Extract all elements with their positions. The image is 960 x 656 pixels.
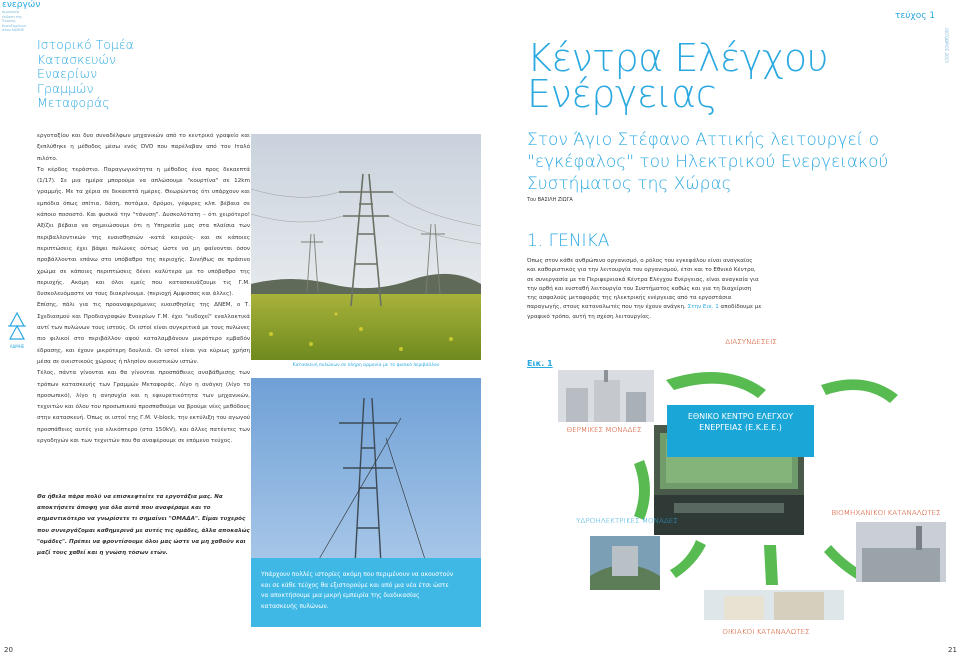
article-author: Του ΒΑΣΙΛΗ ΖΙΩΓΑ bbox=[527, 197, 573, 203]
paragraph: εργοταξίου και δυο συναδέλφων μηχανικών από το κεντρικό γραφείο και ξεπλύθηκε η μέθοδος μέσω ενός DVD που παρέλαβαν από τον Ιταλό πιλότο. bbox=[37, 133, 250, 162]
section-title: Ιστορικό Τομέα Κατασκευών Εναερίων Γραμμών Μεταφοράς bbox=[37, 37, 134, 110]
intro-paragraph bbox=[527, 257, 762, 322]
admie-logo-icon bbox=[6, 312, 28, 340]
national-control-center-box bbox=[667, 405, 814, 457]
pylon-field-photo bbox=[251, 134, 481, 360]
industrial-image bbox=[856, 522, 946, 582]
article-title: Κέντρα Ελέγχου Ενέργειας bbox=[527, 36, 829, 116]
node-thermal: ΘΕΡΜΙΚΕΣ ΜΟΝΑΔΕΣ bbox=[566, 425, 642, 434]
hydro-plant-image bbox=[590, 536, 660, 590]
page-number-right: 21 bbox=[948, 646, 957, 654]
paragraph: Το κέρδος τεράστιο. Παραγωγικότητα η μέθοδος ένα προς δεκαεπτά (1/17). Σε μια ημέρα μπορούμε να απλώσουμε "κουρτίνα" σε 12km γραμμής. Με τα χέρια σε δεκαεπτά ημέρες. Θεωρώντας ότι υπάρχουν και εμπόδια όπως σπίτια, δάση, ποτάμια, δρόμοι, γέφυρες κλπ. βέβαια σε κάποιο ποσοστό. Και φυσικά την "τάνυση". Δυσκολότατη – ότι χειρότερο! Αξίζει βέβαια να σημειώσουμε ότι η Υπηρεσία μας στα πλαίσια των περιβαλλοντικών της ευαισθησιών -κατά καιρούς- και σε κάποιες περιπτώσεις έχει βάψει πυλώνες ούτως ώστε να μη φαίνονται όσον προβάλλονται επάνω στο υπόβαθρο της περιοχής. Συνήθως σε πράσινο χρώμα σε κάποιες περιπτώσεις δένει καλύτερα με το υπόβαθρο της περιοχής. Ακόμη και όλοι εμείς που κατασκευάζουμε τις Γ.Μ. δυσκολευόμαστε να τους διακρίνουμε. (περιοχή Αμφισσας και άλλες). bbox=[37, 166, 250, 298]
intro-text-end: αποδίδουμε με γραφικό τρόπο, αυτή τη σχέση λειτουργίας. bbox=[527, 304, 762, 320]
article-body-left bbox=[37, 131, 250, 447]
figure-label: Εικ. 1 bbox=[527, 359, 553, 368]
node-household: ΟΙΚΙΑΚΟΙ ΚΑΤΑΝΑΛΩΤΕΣ bbox=[722, 627, 810, 636]
thermal-plant-image bbox=[558, 370, 654, 422]
paragraph: Επίσης, πάλι για τις προαναφερόμενες ευαισθησίες της ΔΝΕΜ, ο Τ. Σχεδιασμού και Προδιαγραφών Εναερίων Γ.Μ. έχει "ευδοχεί" εναλλακτικά αντί των πυλώνων τους ιστούς. Οι ιστοί είναι συγκριτικά με τους πυλώνες πιο φιλικοί στο περιβάλλον αφού καταλαμβάνουν μικρότερο εμβαδόν έδρασης, και έχουν μικρότερη δουλειά. Οι ιστοί είναι για κύριως χρήση μέσα σε οικιστικούς χώρους ή πλησίον οικιστικών ιστών. bbox=[37, 302, 250, 365]
household-image bbox=[704, 590, 844, 620]
info-box-text: Υπάρχουν πολλές ιστορίες ακόμη που περιμένουν να ακουστούν και σε κάθε τεύχος θα εξιστορούμε και από μια νέα έτσι ώστε να αποκτήσουμε μια μικρή εμπειρία της διαδικασίας κατασκευής πυλώνων. bbox=[261, 571, 454, 611]
closing-note: Θα ήθελα πάρα πολύ να επισκεφτείτε τα εργοτάξια μας. Να αποκτήσετε άποψη για όλα αυτά που αναφέραμε και το σημαντικότερο να γνωρίσετε τι σημαίνει "ΟΜΑΔΑ". Είμαι τυχερός που συνεργάζομαι καθημερινά με αυτές τις ομάδες, άλλα αποκαλώς "ομάδες". Πρέπει να φροντίσουμε όλοι μας ώστε να μη χαθούν και μαζί τους χαθεί και η γνώση τόσων ετών. bbox=[37, 494, 250, 557]
figure-link[interactable]: Στην Εικ. 1 bbox=[687, 304, 719, 311]
photo-caption-top: Κατασκευή πυλώνων σε πλήρη αρμονία με το φυσικό περιβάλλον bbox=[292, 363, 440, 368]
energy-control-diagram bbox=[526, 337, 956, 650]
logo-text: ΑΔΜΗΕ bbox=[9, 344, 25, 349]
section-heading: 1. ΓΕΝΙΚΑ bbox=[527, 231, 610, 251]
node-hydro: ΥΔΡΟΗΛΕΚΤΡΙΚΕΣ ΜΟΝΑΔΕΣ bbox=[576, 516, 678, 525]
brand-logo: ενεργών bbox=[2, 0, 41, 10]
issue-date: ΟΚΤΩΒΡΙΟΣ 2015 bbox=[944, 28, 949, 63]
brand-tagline: Διμηνιαία έκδοση της Ένωσης Εργαζομένων στον ΑΔΜΗΕ bbox=[2, 10, 26, 32]
page-number-left: 20 bbox=[4, 646, 13, 654]
node-interconnections: ΔΙΑΣΥΝΔΕΣΕΙΣ bbox=[725, 337, 777, 346]
article-subtitle: Στον Άγιο Στέφανο Αττικής λειτουργεί ο "εγκέφαλος" του Ηλεκτρικού Ενεργειακού Συστήματος της Χώρας bbox=[527, 130, 889, 194]
issue-label: τεύχος 1 bbox=[895, 11, 936, 21]
intro-text: Όπως στον κάθε ανθρώπινο οργανισμό, ο ρόλος του εγκεφάλου είναι αναγκαίος και καθοριστικός για την λειτουργία του οργανισμού, έτσι και το Εθνικό Κέντρο, σε συνεργασία με τα Περιφερειακά Κέντρα Ελέγχου Ενέργειας, είναι αναγκαία για την ορθή και ευσταθή λειτουργία του Συστήματος καθώς και για τη διαχείριση της ασφαλούς μεταφοράς της ηλεκτρικής ενέργειας από τα εργοστάσια παραγωγής, στους καταναλωτές που την έχουν ανάγκη. bbox=[527, 258, 759, 311]
node-industrial: ΒΙΟΜΗΧΑΝΙΚΟΙ ΚΑΤΑΝΑΛΩΤΕΣ bbox=[831, 508, 941, 517]
admie-logo bbox=[6, 312, 28, 348]
paragraph: Τέλος, πάντα γίνονται και θα γίνονται προσπάθειες αναβάθμισης των τρόπων κατασκευής των Γραμμών Μεταφοράς. Λίγο η ανάγκη (λίγο το προσωπικό), λίγο η ανησυχία και η εφευρετικότητα των μηχανικών, τεχνιτών και όλου του προσωπικού προσπαθούμε να βρούμε νέες μεθόδους στην κατασκευή. Όπως οι ιστοί της Γ.Μ. V-block, την εκτύλιξη του αγωγού προσπάθειες αυτές για ελικόπτερο (στα 150kV), και άλλες πατέντες των εργοδηγών και των τεχνιτών που θα αναφέρουμε σε επόμενο τεύχος. bbox=[37, 370, 250, 445]
node-center: ΕΘΝΙΚΟ ΚΕΝΤΡΟ ΕΛΕΓΧΟΥ ΕΝΕΡΓΕΙΑΣ (Ε.Κ.Ε.Ε.) bbox=[687, 412, 794, 432]
